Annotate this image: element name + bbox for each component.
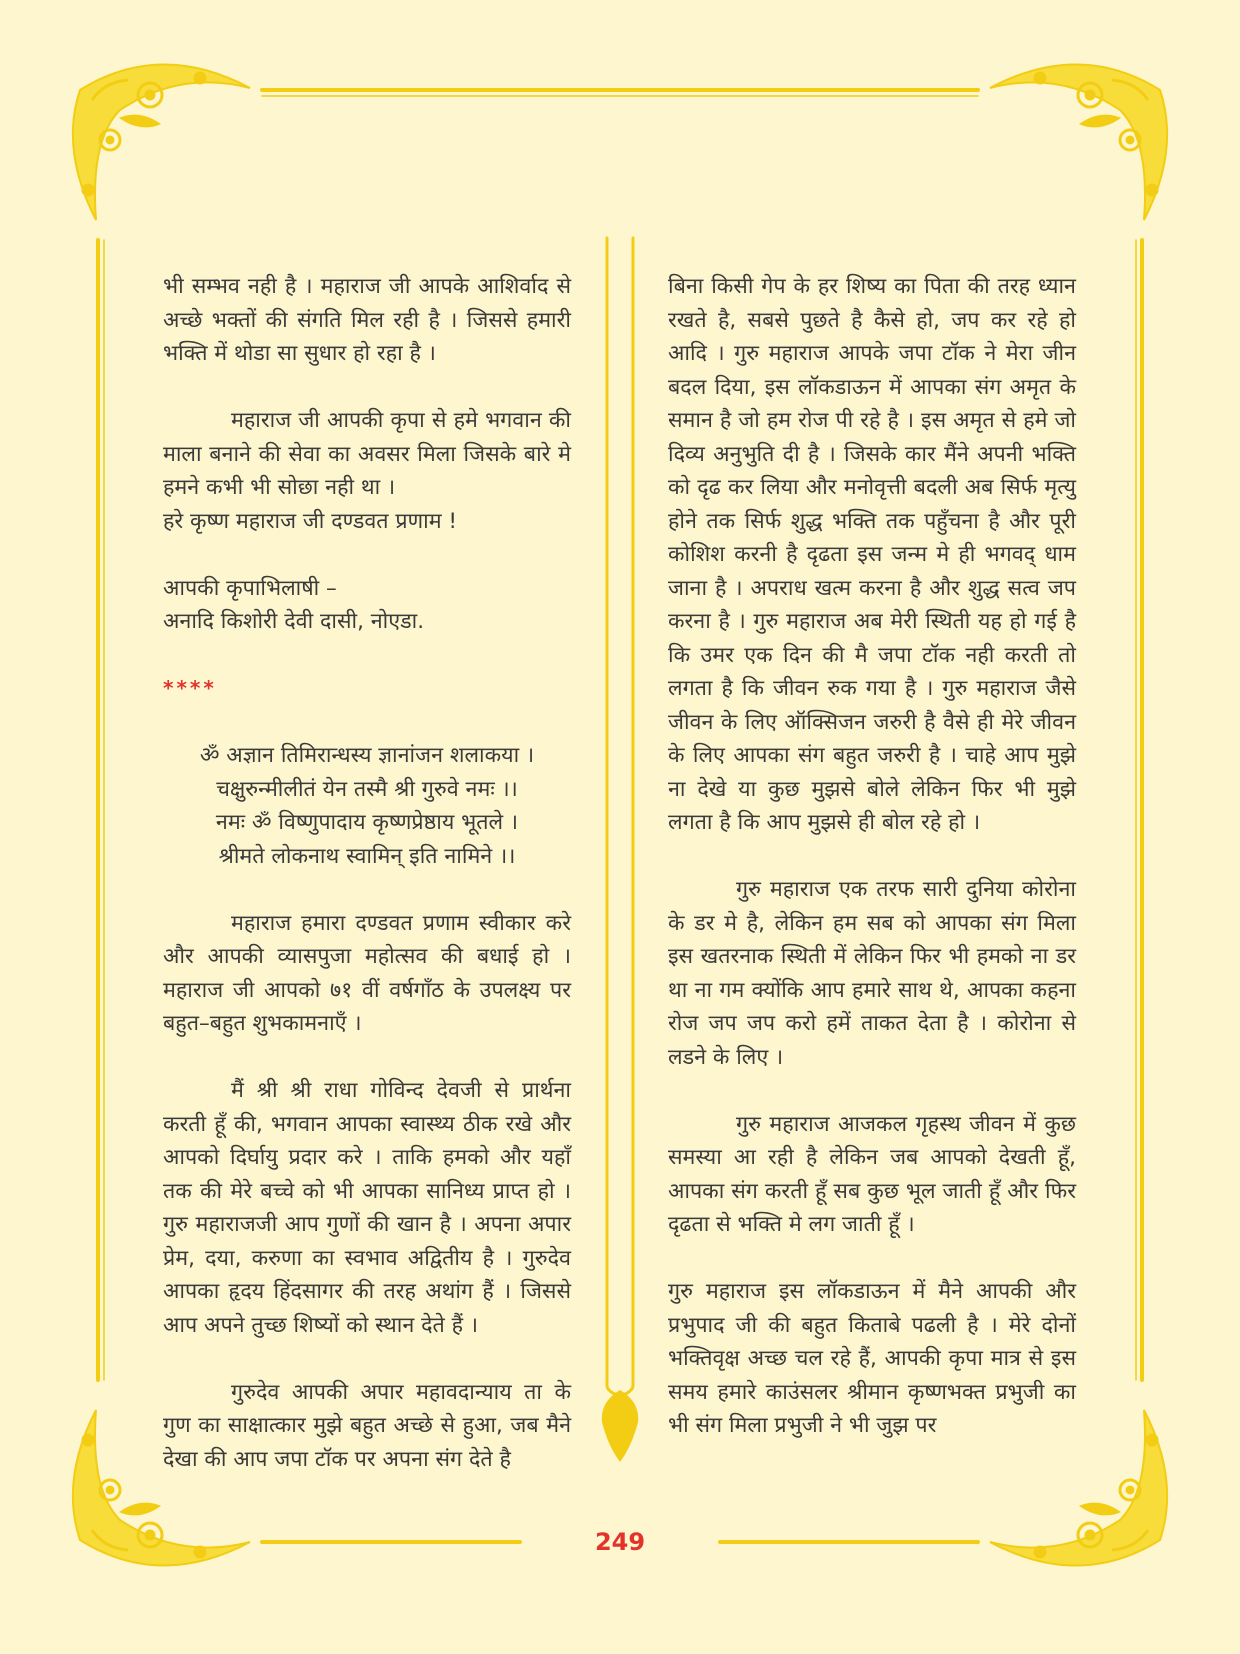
- right-column: [668, 270, 1076, 1443]
- verse-line: नमः ॐ विष्णुपादाय कृष्णप्रेष्ठाय भूतले ।: [215, 810, 519, 835]
- section-separator-stars: ****: [163, 676, 217, 700]
- verse-line: ॐ अज्ञान तिमिरान्धस्य ज्ञानांजन शलाकया ।: [199, 743, 535, 768]
- right-paragraph-1: बिना किसी गेप के हर शिष्य का पिता की तरह ध्यान रखते है, सबसे पुछते है कैसे हो, जप कर रहे हो आदि । गुरु महाराज आपके जपा टॉक ने मेरा जीन बदल दिया, इस लॉकडाऊन में आपका संग अमृत के समान है जो हम रोज पी रहे है । इस अमृत से हमे जो दिव्य अनुभुति दी है । जिसके कार मैंने अपनी भक्ति को दृढ कर लिया और मनोवृत्ती बदली अब सिर्फ मृत्यु होने तक सिर्फ शुद्ध भक्ति तक पहुँचना है और पूरी कोशिश करनी है दृढता इस जन्म मे ही भगवद् धाम जाना है । अपराध खत्म करना है और शुद्ध सत्व जप करना है । गुरु महाराज अब मेरी स्थिती यह हो गई है कि उमर एक दिन की मै जपा टॉक नही करती तो लगता है कि जीवन रुक गया है । गुरु महाराज जैसे जीवन के लिए ऑक्सिजन जरुरी है वैसे ही मेरे जीवन के लिए आपका संग बहुत जरुरी है । चाहे आप मुझे ना देखे या कुछ मुझसे बोले लेकिन फिर भी मुझे लगता है कि आप मुझसे ही बोल रहे हो ।: [668, 274, 1076, 835]
- left-paragraph-5: गुरुदेव आपकी अपार महावदान्याय ता के गुण का साक्षात्कार मुझे बहुत अच्छे से हुआ, जब मैने देखा की आप जपा टॉक पर अपना संग देते है: [163, 1379, 571, 1472]
- left-paragraph-4: मैं श्री श्री राधा गोविन्द देवजी से प्रार्थना करती हूँ की, भगवान आपका स्वास्थ्य ठीक रखे और आपको दिर्घायु प्रदार करे । ताकि हमको और यहाँ तक की मेरे बच्चे को भी आपका सानिध्य प्राप्त हो । गुरु महाराजजी आप गुणों की खान है । अपना अपार प्रेम, दया, करुणा का स्वभाव अद्वितीय है । गुरुदेव आपका हृदय हिंदसागर की तरह अथांग हैं । जिससे आप अपने तुच्छ शिष्यों को स्थान देते हैं ।: [163, 1078, 571, 1338]
- divider-drop: [602, 1390, 638, 1462]
- left-paragraph-3: महाराज हमारा दण्डवत प्रणाम स्वीकार करे और आपकी व्यासपुजा महोत्सव की बधाई हो । महाराज जी आपको ७१ वीं वर्षगाँठ के उपलक्ष्य पर बहुत–बहुत शुभकामनाएँ ।: [163, 910, 571, 1036]
- left-paragraph-2: महाराज जी आपकी कृपा से हमे भगवान की माला बनाने की सेवा का अवसर मिला जिसके बारे मे हमने कभी भी सोछा नही था ।: [163, 408, 571, 500]
- right-paragraph-2: गुरु महाराज एक तरफ सारी दुनिया कोरोना के डर मे है, लेकिन हम सब को आपका संग मिला इस खतरनाक स्थिती में लेकिन फिर भी हमको ना डर था ना गम क्योंकि आप हमारे साथ थे, आपका कहना रोज जप जप करो हमें ताकत देता है । कोरोना से लडने के लिए ।: [668, 877, 1076, 1070]
- page-number: 249: [594, 1528, 646, 1556]
- left-paragraph-1: भी सम्भव नही है । महाराज जी आपके आशिर्वाद से अच्छे भक्तों की संगति मिल रही है । जिससे हमारी भक्ति में थोडा सा सुधार हो रहा है ।: [163, 274, 571, 366]
- verse-line: चक्षुरुन्मीलीतं येन तस्मै श्री गुरुवे नमः ।।: [216, 776, 518, 802]
- verse-line: श्रीमते लोकनाथ स्वामिन् इति नामिने ।।: [218, 843, 516, 869]
- right-paragraph-4: गुरु महाराज इस लॉकडाऊन में मैने आपकी और प्रभुपाद जी की बहुत किताबे पढली है । मेरे दोनों भक्तिवृक्ष अच्छ चल रहे हैं, आपकी कृपा मात्र से इस समय हमारे काउंसलर श्रीमान कृष्णभक्त प्रभुजी का भी संग मिला प्रभुजी ने भी जुझ पर: [668, 1279, 1076, 1438]
- signature-line-1: आपकी कृपाभिलाषी –: [163, 575, 337, 601]
- left-greeting-line: हरे कृष्ण महाराज जी दण्डवत प्रणाम !: [163, 508, 458, 534]
- signature-line-2: अनादि किशोरी देवी दासी, नोएडा.: [163, 609, 425, 634]
- left-column: [163, 270, 571, 1476]
- right-paragraph-3: गुरु महाराज आजकल गृहस्थ जीवन में कुछ समस्या आ रही है लेकिन जब आपको देखती हूँ, आपका संग करती हूँ सब कुछ भूल जाती हूँ और फिर दृढता से भक्ति मे लग जाती हूँ ।: [668, 1111, 1076, 1237]
